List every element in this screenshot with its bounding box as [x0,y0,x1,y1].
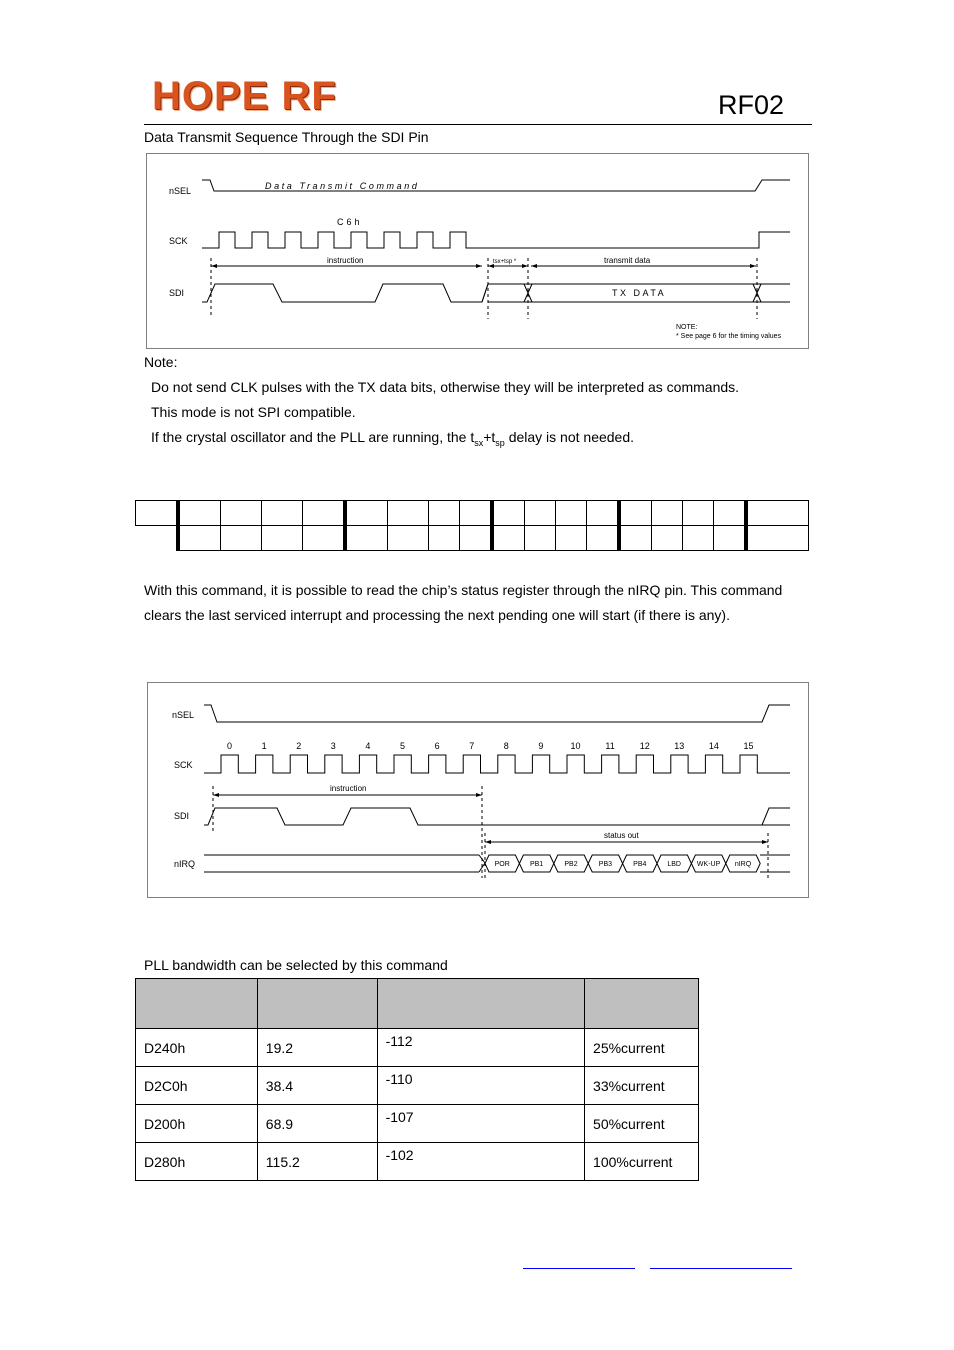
pll-rate-cell: 19.2 [257,1029,377,1067]
bit-cell [619,526,652,551]
bit-cell [714,526,747,551]
bit-cell [587,526,620,551]
clock-number: 3 [330,741,336,751]
bit-cell [221,501,262,526]
pll-current-cell: 100%current [585,1143,699,1181]
bit-cell [683,526,714,551]
pll-code-cell: D2C0h [136,1067,258,1105]
clock-number: 2 [296,741,302,751]
bit-cell [345,526,388,551]
bit-cell [429,501,460,526]
bit-cell [556,526,587,551]
transmit-timing-svg [147,154,808,348]
bit-table-row [136,526,809,551]
bit-cell [746,501,809,526]
pll-code-cell: D240h [136,1029,258,1067]
status-paragraph [144,578,824,628]
bit-cell [262,526,303,551]
nirq-bit-label: PB3 [598,861,613,868]
clock-number: 5 [399,741,406,751]
clock-number: 9 [538,741,544,751]
status-instruction-label: instruction [330,784,367,793]
status-label-nirq: nIRQ [174,859,196,869]
hope-rf-logo: HOPE RF [152,74,337,118]
status-sck-waveform [204,755,790,773]
bit-cell [652,526,683,551]
table-row [136,1067,699,1105]
transmit-note-title: NOTE: [676,324,698,331]
note-line-1: Do not send CLK pulses with the TX data bits, otherwise they will be interpreted as commands. [151,379,740,395]
transmit-caption: Data Transmit Sequence Through the SDI Pin [144,129,429,145]
note-line-3 [151,429,634,448]
note-line-2: This mode is not SPI compatible. [151,404,356,420]
clock-number: 14 [708,741,719,751]
pll-rate-cell: 38.4 [257,1067,377,1105]
pll-caption: PLL bandwidth can be selected by this command [144,957,448,973]
clock-number: 0 [226,741,233,751]
nirq-bit-label: PB4 [633,861,647,868]
note-line-3-post: delay is not needed. [504,429,635,445]
clock-number: 11 [605,741,615,751]
bit-cell [525,501,556,526]
bit-cell [683,501,714,526]
status-timing-diagram [147,682,809,898]
bit-cell [460,526,493,551]
header-rule [144,124,812,125]
pll-rate-cell: 68.9 [257,1105,377,1143]
bit-cell [388,501,429,526]
footer-link-underline[interactable] [523,1268,635,1269]
clock-number: 1 [261,741,267,751]
transmit-note-text: * See page 6 for the timing values [676,333,782,340]
nirq-bit-label: LBD [667,861,682,868]
status-paragraph-line-1: With this command, it is possible to read the chip’s status register through the nIRQ pin. This command [144,582,783,598]
clock-number-labels [227,741,754,751]
bit-cell [136,526,179,551]
pll-noise-cell: -107 [377,1105,584,1143]
command-bit-table [135,500,809,551]
transmit-label-sck: SCK [169,236,188,246]
status-label-sck: SCK [174,760,193,770]
bit-cell [492,526,525,551]
pll-header-cell [377,979,584,1029]
table-row [136,1143,699,1181]
nirq-bit-label: POR [494,861,510,868]
bit-cell [262,501,303,526]
note-line-3-sub2: sp [495,437,505,448]
pll-header-cell [257,979,377,1029]
transmit-label-nsel: nSEL [169,186,192,196]
pll-current-cell: 33%current [585,1067,699,1105]
bit-cell [460,501,493,526]
pll-header-row [136,979,699,1029]
status-label-sdi: SDI [174,811,190,821]
clock-number: 8 [503,741,509,751]
bit-cell [136,501,179,526]
pll-code-cell: D280h [136,1143,258,1181]
nirq-bit-label: WK-UP [696,861,721,868]
transmit-instruction-label: instruction [327,256,364,265]
transmit-label-sdi: SDI [169,288,185,298]
bit-cell [525,526,556,551]
clock-number: 6 [434,741,440,751]
bit-cell [619,501,652,526]
transmit-data-label: transmit data [604,256,651,265]
clock-number: 4 [365,741,371,751]
bit-cell [303,526,346,551]
note-line-3-pre: If the crystal oscillator and the PLL are running, the t [151,429,475,445]
pll-header-cell [136,979,258,1029]
bit-cell [303,501,346,526]
tx-data-label: TX DATA [612,288,667,298]
transmit-timing-diagram [146,153,809,349]
nirq-bit-label: PB2 [564,861,578,868]
clock-number: 10 [570,741,581,751]
pll-header-cell [585,979,699,1029]
footer-link-underline[interactable] [650,1268,792,1269]
status-timing-svg [148,683,808,897]
clock-number: 7 [469,741,475,751]
bit-cell [746,526,809,551]
nirq-bit-label: nIRQ [734,861,752,868]
pll-noise-cell: -110 [377,1067,584,1105]
sck-waveform [202,232,790,248]
pll-current-cell: 50%current [585,1105,699,1143]
pll-rate-cell: 115.2 [257,1143,377,1181]
note-line-3-mid: +t [483,429,496,445]
table-row [136,1105,699,1143]
bit-cell [178,526,221,551]
bit-cell [652,501,683,526]
bit-cell [388,526,429,551]
status-paragraph-line-2: clears the last serviced interrupt and processing the next pending one will start (if there is any). [144,607,730,623]
bit-cell [429,526,460,551]
note-title: Note: [144,354,178,370]
table-row [136,1029,699,1067]
note-line-3-sub1: sx [474,437,484,448]
model-name: RF02 [718,90,785,120]
clock-number: 12 [639,741,650,751]
nirq-bit-label: PB1 [529,861,544,868]
status-label-nsel: nSEL [172,710,195,720]
bit-cell [178,501,221,526]
status-out-label: status out [604,831,639,840]
bit-cell [556,501,587,526]
pll-current-cell: 25%current [585,1029,699,1067]
bit-cell [587,501,620,526]
clock-number: 15 [743,741,754,751]
bit-cell [492,501,525,526]
pll-code-cell: D200h [136,1105,258,1143]
bit-cell [345,501,388,526]
clock-number: 13 [674,741,685,751]
transmit-delay-label: tsx+tsp * [493,259,517,265]
bit-cell [714,501,747,526]
pll-table [135,978,699,1181]
transmit-code-label: C6h [337,217,363,227]
bit-cell [221,526,262,551]
bit-table-row [136,501,809,526]
pll-noise-cell: -102 [377,1143,584,1181]
pll-noise-cell: -112 [377,1029,584,1067]
sdi-high [202,284,790,302]
transmit-command-label: Data Transmit Command [265,181,420,191]
